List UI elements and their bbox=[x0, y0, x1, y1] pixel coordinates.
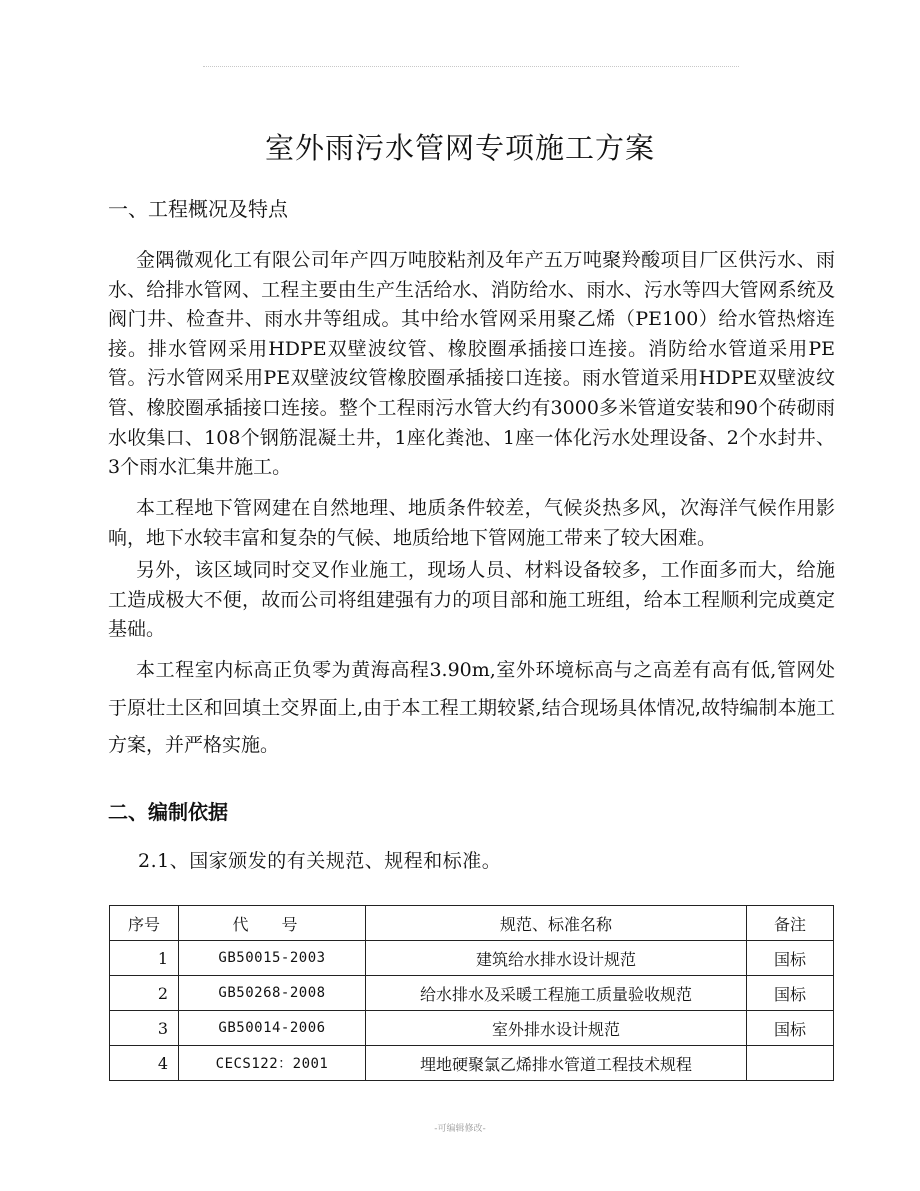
table-row bbox=[110, 1046, 834, 1081]
row-code: GB50014-2006 bbox=[179, 1011, 366, 1046]
table-row bbox=[110, 1011, 834, 1046]
paragraph-elevation: 本工程室内标高正负零为黄海高程3.90m,室外环境标高与之高差有高有低,管网处于原壮土区和回填土交界面上,由于本工程工期较紧,结合现场具体情况,故特编制本施工方案，并严格实施。 bbox=[108, 659, 835, 756]
row-standard-name: 建筑给水排水设计规范 bbox=[366, 941, 747, 976]
page-footer: -可编辑修改- bbox=[434, 1124, 486, 1134]
row-number: 4 bbox=[110, 1046, 179, 1081]
section-2-heading: 二、编制依据 bbox=[108, 800, 228, 824]
row-standard-name: 给水排水及采暖工程施工质量验收规范 bbox=[366, 976, 747, 1011]
paragraph-geology: 本工程地下管网建在自然地理、地质条件较差，气候炎热多风，次海洋气候作用影响，地下水较丰富和复杂的气候、地质给地下管网施工带来了较大困难。 bbox=[108, 497, 835, 549]
header-standard-name: 规范、标准名称 bbox=[366, 906, 747, 941]
row-remark: 国标 bbox=[747, 1011, 834, 1046]
table-row bbox=[110, 976, 834, 1011]
standards-table bbox=[109, 905, 834, 1081]
row-remark: 国标 bbox=[747, 941, 834, 976]
header-remark: 备注 bbox=[747, 906, 834, 941]
paragraph-project-overview: 金隅微观化工有限公司年产四万吨胶粘剂及年产五万吨聚羚酸项目厂区供污水、雨水、给排水管网、工程主要由生产生活给水、消防给水、雨水、污水等四大管网系统及阀门井、检查井、雨水井等组成。其中给水管网采用聚乙烯（PE100）给水管热熔连接。排水管网采用HDPE双壁波纹管、橡胶圈承插接口连接。消防给水管道采用PE管。污水管网采用PE双壁波纹管橡胶圈承插接口连接。雨水管道采用HDPE双壁波纹管、橡胶圈承插接口连接。整个工程雨污水管大约有3000多米管道安装和90个砖砌雨水收集口、108个钢筋混凝土井，1座化粪池、1座一体化污水处理设备、2个水封井、3个雨水汇集井施工。 bbox=[108, 249, 835, 479]
subsection-2-1: 2.1、国家颁发的有关规范、规程和标准。 bbox=[138, 850, 502, 872]
section-1-heading: 一、工程概况及特点 bbox=[108, 197, 288, 221]
paragraph-site-conditions: 另外，该区域同时交叉作业施工，现场人员、材料设备较多，工作面多而大，给施工造成极大不便，故而公司将组建强有力的项目部和施工班组，给本工程顺利完成奠定基础。 bbox=[108, 559, 835, 641]
row-standard-name: 室外排水设计规范 bbox=[366, 1011, 747, 1046]
document-title: 室外雨污水管网专项施工方案 bbox=[264, 131, 655, 165]
row-remark: 国标 bbox=[747, 976, 834, 1011]
header-code: 代 号 bbox=[179, 906, 366, 941]
row-code: GB50268-2008 bbox=[179, 976, 366, 1011]
table-row bbox=[110, 941, 834, 976]
row-code: CECS122：2001 bbox=[179, 1046, 366, 1081]
row-remark bbox=[747, 1046, 834, 1081]
header-rule bbox=[203, 66, 739, 67]
row-code: GB50015-2003 bbox=[179, 941, 366, 976]
table-header-row bbox=[110, 906, 834, 941]
row-standard-name: 埋地硬聚氯乙烯排水管道工程技术规程 bbox=[366, 1046, 747, 1081]
row-number: 2 bbox=[110, 976, 179, 1011]
row-number: 3 bbox=[110, 1011, 179, 1046]
header-number: 序号 bbox=[110, 906, 179, 941]
row-number: 1 bbox=[110, 941, 179, 976]
